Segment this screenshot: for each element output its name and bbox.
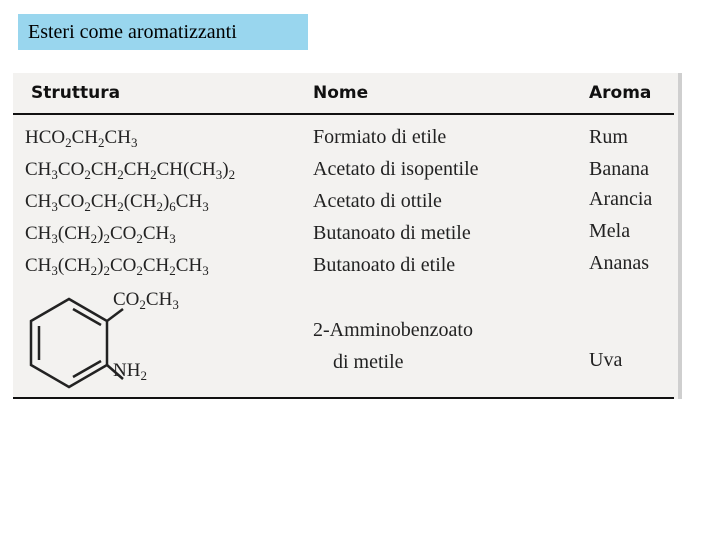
ester-name: Butanoato di etile bbox=[313, 254, 456, 276]
structure-formula: $CH_3(CH_2)_2CO_2CH_2CH_3$ bbox=[25, 255, 209, 278]
header-rule bbox=[13, 113, 674, 115]
ester-aroma: Banana bbox=[589, 158, 649, 180]
ester-name-line2: di metile bbox=[333, 351, 404, 373]
ester-aroma: Arancia bbox=[589, 188, 653, 210]
ester-name: Acetato di ottile bbox=[313, 190, 442, 212]
ester-aroma: Mela bbox=[589, 220, 631, 242]
ring-substituent-amine: $NH_2$ bbox=[113, 360, 147, 383]
ester-name-line1: 2-Amminobenzoato bbox=[313, 319, 473, 341]
structure-formula: $HCO_2CH_2CH_3$ bbox=[25, 127, 138, 150]
header-aroma: Aroma bbox=[589, 83, 652, 103]
header-name: Nome bbox=[313, 83, 369, 103]
table-bottom-rule bbox=[13, 397, 674, 399]
structure-formula: $CH_3(CH_2)_2CO_2CH_3$ bbox=[25, 223, 176, 246]
ester-name: Formiato di etile bbox=[313, 126, 447, 148]
ester-name: Butanoato di metile bbox=[313, 222, 471, 244]
header-structure: Struttura bbox=[31, 83, 121, 103]
ester-table-image bbox=[13, 73, 682, 399]
ester-name: Acetato di isopentile bbox=[313, 158, 479, 180]
ester-aroma: Uva bbox=[589, 349, 623, 371]
slide-title: Esteri come aromatizzanti bbox=[18, 14, 308, 50]
structure-formula: $CH_3CO_2CH_2CH_2CH(CH_3)_2$ bbox=[25, 159, 236, 182]
structure-formula: $CH_3CO_2CH_2(CH_2)_6CH_3$ bbox=[25, 191, 209, 214]
ester-aroma: Rum bbox=[589, 126, 628, 148]
ester-aroma: Ananas bbox=[589, 252, 649, 274]
ring-substituent-ester: $CO_2CH_3$ bbox=[113, 289, 179, 312]
